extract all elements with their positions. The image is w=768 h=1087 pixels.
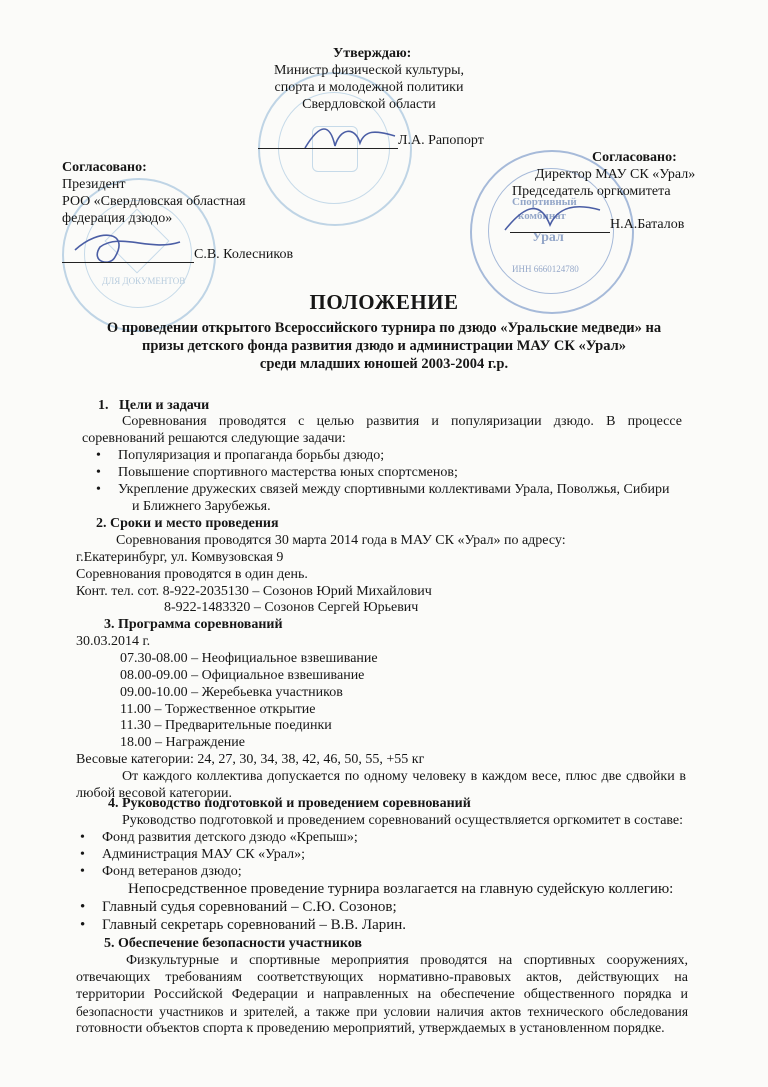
section-1-bullet-2: • Повышение спортивного мастерства юных спортсменов; bbox=[118, 465, 458, 481]
program-item: 07.30-08.00 – Неофициальное взвешивание bbox=[120, 651, 378, 666]
approve-sign-line bbox=[258, 148, 398, 149]
section-1-bullet-3-cont: и Ближнего Зарубежья. bbox=[132, 499, 271, 514]
weight-categories: Весовые категории: 24, 27, 30, 34, 38, 42, 46, 50, 55, +55 кг bbox=[76, 752, 425, 767]
section-4-bullet-1: • Фонд развития детского дзюдо «Крепыш»; bbox=[102, 830, 358, 846]
section-2-line1: Соревнования проводятся 30 марта 2014 года в МАУ СК «Урал» по адресу: bbox=[116, 533, 566, 548]
approve-heading: Утверждаю: bbox=[333, 46, 412, 61]
section-4-bullet-4: • Главный судья соревнований – С.Ю. Созонов; bbox=[102, 899, 397, 915]
section-5-line3: территории Российской Федерации и направленных на обеспечение общественного порядка и bbox=[76, 987, 688, 1002]
section-1-number: 1. bbox=[98, 398, 109, 413]
document-subtitle-3: среди младших юношей 2003-2004 г.р. bbox=[259, 356, 509, 372]
section-5-line5: готовности объектов спорта к проведению мероприятий, утверждаемых в установленном порядке. bbox=[76, 1021, 665, 1036]
section-4-para-2: Непосредственное проведение турнира возлагается на главную судейскую коллегию: bbox=[128, 881, 674, 897]
section-4-bullet-3: • Фонд ветеранов дзюдо; bbox=[102, 864, 242, 880]
section-5-heading: 5. Обеспечение безопасности участников bbox=[104, 936, 362, 951]
approve-line2: спорта и молодежной политики bbox=[274, 80, 464, 95]
agreed-left-sign-line bbox=[62, 262, 194, 263]
agreed-right-sign-line bbox=[510, 232, 610, 233]
section-2-line5: 8-922-1483320 – Созонов Сергей Юрьевич bbox=[164, 600, 419, 615]
section-1-heading bbox=[98, 398, 209, 414]
president-signature bbox=[70, 222, 190, 272]
section-4-bullet-2: • Администрация МАУ СК «Урал»; bbox=[102, 847, 305, 863]
document-title: ПОЛОЖЕНИЕ bbox=[309, 290, 459, 314]
program-item: 11.00 – Торжественное открытие bbox=[120, 702, 316, 717]
section-3-para-line2: любой весовой категории. bbox=[76, 786, 233, 801]
section-3-heading: 3. Программа соревнований bbox=[104, 617, 283, 632]
section-4-bullet-5: • Главный секретарь соревнований – В.В. Ларин. bbox=[102, 917, 406, 933]
approve-line3: Свердловской области bbox=[302, 97, 436, 112]
agreed-right-line1: Директор МАУ СК «Урал» bbox=[535, 167, 696, 182]
section-1-title: Цели и задачи bbox=[119, 398, 210, 413]
director-signature bbox=[500, 195, 610, 245]
agreed-right-name: Н.А.Баталов bbox=[610, 217, 685, 232]
section-2-line3: Соревнования проводятся в один день. bbox=[76, 567, 308, 582]
program-item: 18.00 – Награждение bbox=[120, 735, 245, 750]
section-4-heading: 4. Руководство подготовкой и проведением соревнований bbox=[108, 796, 471, 811]
agreed-right-heading: Согласовано: bbox=[592, 150, 677, 165]
section-1-bullet-1: • Популяризация и пропаганда борьбы дзюдо; bbox=[118, 448, 384, 464]
document-subtitle-1: О проведении открытого Всероссийского турнира по дзюдо «Уральские медведи» на bbox=[106, 320, 662, 336]
section-1-bullet-3: • Укрепление дружеских связей между спортивными коллективами Урала, Поволжья, Сибири bbox=[118, 482, 669, 498]
approve-name: Л.А. Рапопорт bbox=[398, 133, 484, 148]
agreed-right-line2: Председатель оргкомитета bbox=[512, 184, 671, 199]
section-4-para-1: Руководство подготовкой и проведением соревнований осуществляется оргкомитет в составе: bbox=[122, 813, 684, 828]
agreed-left-line3: федерация дзюдо» bbox=[62, 211, 173, 226]
approve-line1: Министр физической культуры, bbox=[273, 63, 465, 78]
ural-stamp: Спортивный комбинат Урал ИНН 6660124780 bbox=[470, 150, 634, 314]
agreed-left-heading: Согласовано: bbox=[62, 160, 147, 175]
program-item: 08.00-09.00 – Официальное взвешивание bbox=[120, 668, 365, 683]
program-item: 09.00-10.00 – Жеребьевка участников bbox=[120, 685, 343, 700]
section-2-line2: г.Екатеринбург, ул. Комвузовская 9 bbox=[76, 550, 284, 565]
section-5-line1: Физкультурные и спортивные мероприятия проводятся на спортивных сооружениях, bbox=[126, 953, 688, 968]
section-5-line2: отвечающих требованиям соответствующих нормативно-правовых актов, действующих на bbox=[76, 970, 688, 985]
section-1-para-line2: соревнований решаются следующие задачи: bbox=[82, 431, 346, 446]
agreed-left-name: С.В. Колесников bbox=[194, 247, 294, 262]
minister-signature bbox=[300, 118, 400, 158]
federation-stamp: ДЛЯ ДОКУМЕНТОВ bbox=[62, 178, 216, 332]
program-item: 11.30 – Предварительные поединки bbox=[120, 718, 332, 733]
section-5-line4: безопасности участников и зрителей, а также при условии наличия актов технического обследования bbox=[76, 1004, 688, 1019]
section-2-heading: 2. Сроки и место проведения bbox=[96, 516, 279, 531]
document-subtitle-2: призы детского фонда развития дзюдо и администрации МАУ СК «Урал» bbox=[141, 338, 626, 354]
section-3-para-line1: От каждого коллектива допускается по одному человеку в каждом весе, плюс две сдвойки в bbox=[122, 769, 686, 784]
agreed-left-line1: Президент bbox=[62, 177, 126, 192]
section-1-para-line1: Соревнования проводятся с целью развития и популяризации дзюдо. В процессе bbox=[122, 414, 682, 429]
agreed-left-line2: РОО «Свердловская областная bbox=[62, 194, 246, 209]
program-date: 30.03.2014 г. bbox=[76, 634, 151, 649]
section-2-line4: Конт. тел. сот. 8-922-2035130 – Созонов Юрий Михайлович bbox=[76, 584, 432, 599]
